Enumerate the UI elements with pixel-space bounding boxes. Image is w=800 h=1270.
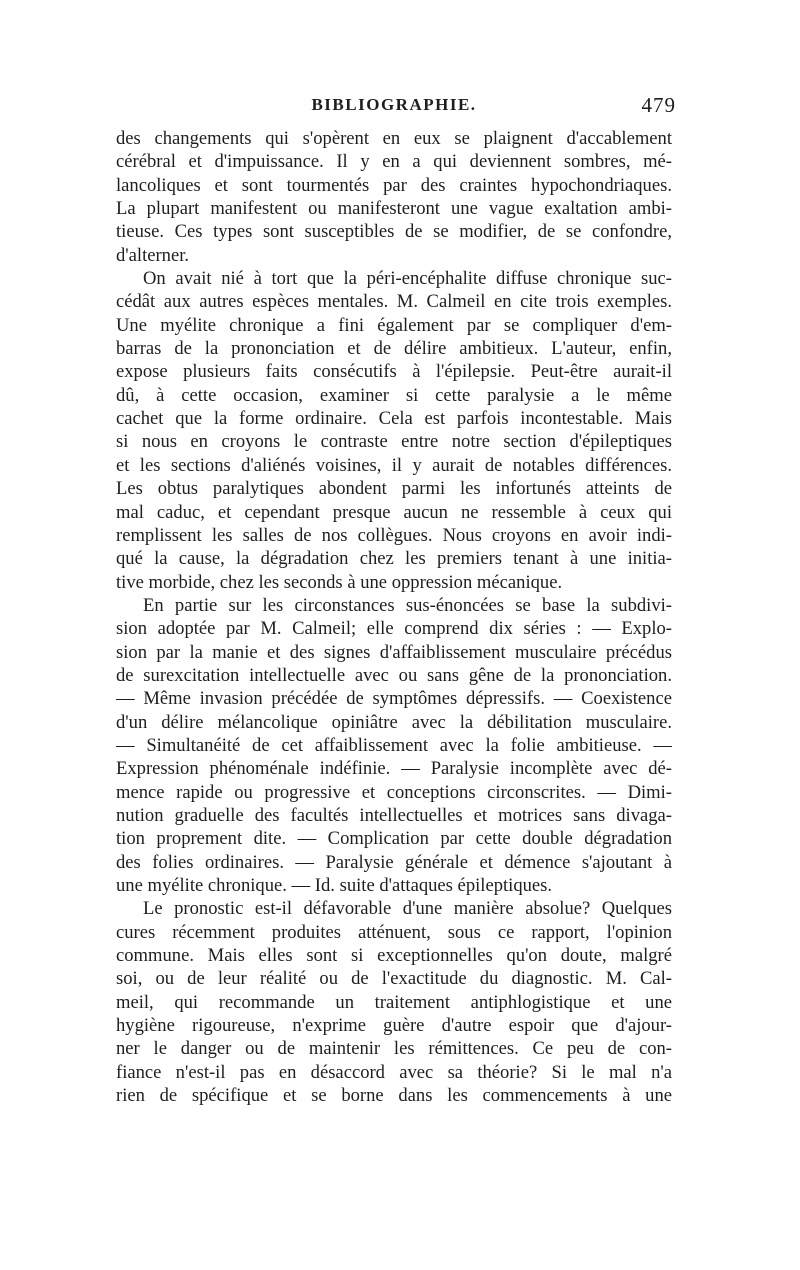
text-line: En partie sur les circonstances sus-énoncées se base la subdivi- — [143, 594, 672, 616]
text-line: fiance n'est-il pas en désaccord avec sa théorie? Si le mal n'a — [116, 1061, 672, 1083]
text-line: Une myélite chronique a fini également par se compliquer d'em- — [116, 314, 672, 336]
text-line: — Même invasion précédée de symptômes dépressifs. — Coexistence — [116, 688, 672, 710]
text-line: On avait nié à tort que la péri-encéphalite diffuse chronique suc- — [143, 268, 672, 290]
page-header — [116, 93, 676, 121]
text-line: tieuse. Ces types sont susceptibles de se modifier, de se confondre, — [116, 221, 672, 243]
text-line: cédât aux autres espèces mentales. M. Calmeil en cite trois exemples. — [116, 291, 672, 313]
text-line: si nous en croyons le contraste entre notre section d'épileptiques — [116, 431, 672, 453]
text-line: qué la cause, la dégradation chez les premiers tenant à une initia- — [116, 548, 672, 570]
page-number: 479 — [641, 93, 676, 117]
text-line: commune. Mais elles sont si exceptionnelles qu'on doute, malgré — [116, 945, 672, 967]
text-line: nution graduelle des facultés intellectuelles et motrices sans divaga- — [116, 804, 672, 826]
body-text — [116, 127, 672, 1107]
text-line: Expression phénoménale indéfinie. — Paralysie incomplète avec dé- — [116, 758, 672, 780]
text-line: cures récemment produites atténuent, sous ce rapport, l'opinion — [116, 921, 672, 943]
text-line: soi, ou de leur réalité ou de l'exactitude du diagnostic. M. Cal- — [116, 968, 672, 990]
text-line: barras de la prononciation et de délire ambitieux. L'auteur, enfin, — [116, 338, 672, 360]
text-line: La plupart manifestent ou manifesteront une vague exaltation ambi- — [116, 198, 672, 220]
text-line: cérébral et d'impuissance. Il y en a qui deviennent sombres, mé- — [116, 151, 672, 173]
text-line: d'alterner. — [116, 244, 190, 266]
text-line: une myélite chronique. — Id. suite d'attaques épileptiques. — [116, 875, 553, 896]
text-line: sion par la manie et des signes d'affaiblissement musculaire précédus — [116, 641, 672, 663]
text-line: d'un délire mélancolique opiniâtre avec la débilitation musculaire. — [116, 711, 672, 733]
text-line: — Simultanéité de cet affaiblissement avec la folie ambitieuse. — — [116, 734, 672, 756]
text-line: Les obtus paralytiques abondent parmi les infortunés atteints de — [116, 478, 672, 500]
text-line: des changements qui s'opèrent en eux se plaignent d'accablement — [116, 128, 672, 149]
text-line: tion proprement dite. — Complication par cette double dégradation — [116, 828, 672, 850]
text-line: rien de spécifique et se borne dans les commencements à une — [116, 1085, 672, 1107]
text-line: sion adoptée par M. Calmeil; elle comprend dix séries : — Explo- — [116, 618, 672, 640]
text-line: et les sections d'aliénés voisines, il y aurait de notables différences. — [116, 454, 672, 476]
text-line: des folies ordinaires. — Paralysie générale et démence s'ajoutant à — [116, 851, 672, 873]
text-line: tive morbide, chez les seconds à une oppression mécanique. — [116, 571, 563, 593]
text-line: meil, qui recommande un traitement antiphlogistique et une — [116, 991, 672, 1013]
text-line: ner le danger ou de maintenir les rémittences. Ce peu de con- — [116, 1038, 672, 1060]
text-line: Le pronostic est-il défavorable d'une manière absolue? Quelques — [143, 898, 672, 920]
text-line: expose plusieurs faits consécutifs à l'épilepsie. Peut-être aurait-il — [116, 361, 672, 383]
text-line: cachet que la forme ordinaire. Cela est parfois incontestable. Mais — [116, 408, 672, 430]
running-title: BIBLIOGRAPHIE. — [311, 95, 477, 114]
text-line: mal caduc, et cependant presque aucun ne ressemble à ceux qui — [116, 501, 672, 523]
text-line: hygiène rigoureuse, n'exprime guère d'autre espoir que d'ajour- — [116, 1015, 672, 1037]
text-line: dû, à cette occasion, examiner si cette paralysie a le même — [116, 384, 672, 406]
text-line: de surexcitation intellectuelle avec ou sans gêne de la prononciation. — [116, 664, 672, 686]
text-line: mence rapide ou progressive et conceptions circonscrites. — Dimi- — [116, 781, 672, 803]
text-line: lancoliques et sont tourmentés par des craintes hypochondriaques. — [116, 174, 672, 196]
text-line: remplissent les salles de nos collègues. Nous croyons en avoir indi- — [116, 524, 672, 546]
